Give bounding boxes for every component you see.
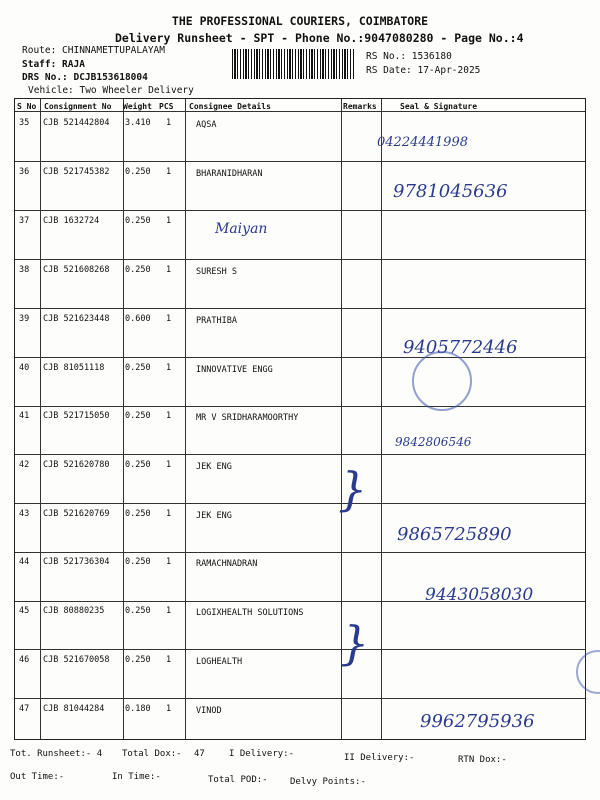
row-sno: 35 (19, 118, 30, 128)
row-pcs: 1 (166, 509, 172, 519)
row-sno: 46 (19, 655, 30, 665)
row-weight: 0.250 (125, 363, 151, 373)
row-sno: 37 (19, 216, 30, 226)
route-label: Route: CHINNAMETTUPALAYAM (22, 45, 165, 56)
row-consignee: JEK ENG (196, 511, 232, 521)
row-consignee: SURESH S (196, 267, 237, 277)
row-weight: 0.250 (125, 167, 151, 177)
seal-stamp (412, 351, 472, 411)
row-sno: 36 (19, 167, 30, 177)
row-sno: 41 (19, 411, 30, 421)
row-consignee: JEK ENG (196, 462, 232, 472)
row-sno: 47 (19, 704, 30, 714)
row-consignment: CJB 521736304 (43, 557, 110, 567)
col-header-sno: S No (17, 102, 37, 111)
row-signature: 9842806546 (395, 435, 472, 449)
col-header-weight: Weight (123, 102, 152, 111)
row-weight: 0.250 (125, 655, 151, 665)
row-weight: 0.250 (125, 216, 151, 226)
row-consignee: PRATHIBA (196, 316, 237, 326)
row-weight: 0.250 (125, 557, 151, 567)
in-time: In Time:- (112, 772, 161, 782)
row-weight: 0.250 (125, 606, 151, 616)
row-sno: 45 (19, 606, 30, 616)
row-consignee: MR V SRIDHARAMOORTHY (196, 413, 299, 423)
row-consignment: CJB 521442804 (43, 118, 110, 128)
row-sno: 38 (19, 265, 30, 275)
barcode-image (232, 49, 354, 79)
tot-runsheet: Tot. Runsheet:- 4 (10, 749, 103, 759)
ii-delivery: II Delivery:- (344, 753, 415, 763)
row-sno: 44 (19, 557, 30, 567)
row-pcs: 1 (166, 167, 172, 177)
handwritten-brace: } (340, 616, 370, 670)
row-consignee: BHARANIDHARAN (196, 169, 263, 179)
row-handwritten-note: Maiyan (215, 221, 268, 237)
row-sno: 43 (19, 509, 30, 519)
row-consignment: CJB 80880235 (43, 606, 105, 616)
rs-number: RS No.: 1536180 (366, 51, 452, 62)
row-signature: 9405772446 (403, 337, 518, 358)
row-weight: 0.250 (125, 460, 151, 470)
row-consignee: AQSA (196, 120, 217, 130)
total-pod: Total POD:- (208, 775, 268, 785)
row-weight: 0.180 (125, 704, 151, 714)
col-header-signature: Seal & Signature (400, 102, 478, 111)
total-dox-value: 47 (194, 749, 205, 759)
row-signature: 9865725890 (397, 524, 512, 545)
row-weight: 3.410 (125, 118, 151, 128)
row-signature: 9962795936 (420, 711, 535, 732)
col-header-consignment: Consignment No (44, 102, 112, 111)
row-sno: 39 (19, 314, 30, 324)
row-sno: 40 (19, 363, 30, 373)
row-pcs: 1 (166, 704, 172, 714)
row-signature: 9781045636 (393, 181, 508, 202)
row-consignment: CJB 521715050 (43, 411, 110, 421)
row-consignment: CJB 521745382 (43, 167, 110, 177)
row-consignment: CJB 521608268 (43, 265, 110, 275)
runsheet-table (14, 98, 586, 740)
row-pcs: 1 (166, 265, 172, 275)
col-header-consignee: Consignee Details (189, 102, 271, 111)
total-dox-label: Total Dox:- (122, 749, 182, 759)
staff-label: Staff: RAJA (22, 59, 85, 70)
row-pcs: 1 (166, 655, 172, 665)
col-header-pcs: PCS (159, 102, 174, 111)
row-consignee: INNOVATIVE ENGG (196, 365, 273, 375)
row-pcs: 1 (166, 606, 172, 616)
row-consignee: LOGHEALTH (196, 657, 243, 667)
row-consignment: CJB 521623448 (43, 314, 110, 324)
row-weight: 0.250 (125, 509, 151, 519)
row-consignment: CJB 1632724 (43, 216, 100, 226)
rtn-dox: RTN Dox:- (458, 755, 507, 765)
row-weight: 0.250 (125, 411, 151, 421)
row-pcs: 1 (166, 314, 172, 324)
vehicle-label: Vehicle: Two Wheeler Delivery (28, 85, 194, 96)
row-signature: 04224441998 (377, 135, 468, 150)
row-pcs: 1 (166, 363, 172, 373)
row-consignment: CJB 521620780 (43, 460, 110, 470)
row-weight: 0.600 (125, 314, 151, 324)
row-consignment: CJB 81044284 (43, 704, 105, 714)
out-time: Out Time:- (10, 772, 65, 782)
drs-number: DRS No.: DCJB153618004 (22, 72, 148, 83)
row-consignee: VINOD (196, 706, 222, 716)
row-pcs: 1 (166, 460, 172, 470)
row-consignee: RAMACHNADRAN (196, 559, 258, 569)
row-pcs: 1 (166, 118, 172, 128)
row-pcs: 1 (166, 411, 172, 421)
row-pcs: 1 (166, 557, 172, 567)
company-title: THE PROFESSIONAL COURIERS, COIMBATORE (171, 14, 429, 28)
row-signature: 9443058030 (425, 585, 534, 605)
runsheet-title: Delivery Runsheet - SPT - Phone No.:9047080280 - Page No.:4 (115, 31, 524, 45)
i-delivery: I Delivery:- (229, 749, 295, 759)
row-sno: 42 (19, 460, 30, 470)
row-consignee: LOGIXHEALTH SOLUTIONS (196, 608, 304, 618)
row-weight: 0.250 (125, 265, 151, 275)
handwritten-brace: } (338, 462, 368, 516)
row-consignment: CJB 521670058 (43, 655, 110, 665)
rs-date: RS Date: 17-Apr-2025 (366, 65, 481, 76)
row-consignment: CJB 81051118 (43, 363, 105, 373)
row-pcs: 1 (166, 216, 172, 226)
col-header-remarks: Remarks (343, 102, 377, 111)
delvy-points: Delvy Points:- (290, 777, 366, 787)
row-consignment: CJB 521620769 (43, 509, 110, 519)
